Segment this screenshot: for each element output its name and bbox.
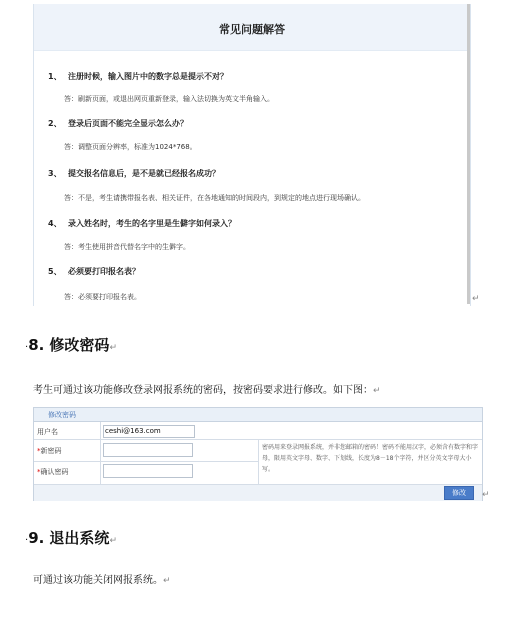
faq-scrollbar[interactable] bbox=[467, 4, 470, 304]
form-header-label: 修改密码 bbox=[48, 411, 76, 419]
paragraph-mark: ↵ bbox=[373, 386, 381, 396]
username-label: 用户名 bbox=[37, 428, 58, 436]
password-hint: 密码用来登录网报系统，并非您邮箱的密码！密码不能用汉字，必须含有数字和字母，限用英文字母、数字、下划线，长度为8－18个字符，并区分英文字母大小写。 bbox=[262, 444, 479, 473]
heading-number: 9. bbox=[28, 529, 45, 547]
heading-title: 修改密码 bbox=[49, 336, 110, 354]
faq-question: 必须要打印报名表？ bbox=[68, 267, 140, 276]
faq-question-number: 3、 bbox=[48, 169, 62, 178]
form-header bbox=[34, 408, 482, 422]
divider bbox=[34, 461, 258, 462]
faq-answer: 答：考生使用拼音代替名字中的生僻字。 bbox=[64, 243, 190, 251]
faq-title: 常见问题解答 bbox=[219, 23, 285, 36]
faq-question-number: 2、 bbox=[48, 119, 62, 128]
description-text: 可通过该功能关闭网报系统。 bbox=[33, 575, 163, 586]
modify-button[interactable]: 修改 bbox=[444, 486, 474, 500]
faq-question-number: 4、 bbox=[48, 219, 62, 228]
form-footer bbox=[34, 484, 482, 501]
faq-question: 提交报名信息后，是不是就已经报名成功？ bbox=[68, 169, 220, 178]
divider bbox=[100, 422, 101, 484]
faq-answer: 答：调整页面分辨率，标准为1024*768。 bbox=[64, 143, 197, 151]
heading-number: 8. bbox=[28, 336, 45, 354]
faq-question: 登录后页面不能完全显示怎么办？ bbox=[68, 119, 188, 128]
faq-question: 注册时候，输入图片中的数字总是提示不对？ bbox=[68, 72, 228, 81]
heading-title: 退出系统 bbox=[49, 529, 110, 547]
faq-question: 录入姓名时，考生的名字里是生僻字如何录入？ bbox=[68, 219, 236, 228]
description-text: 考生可通过该功能修改登录网报系统的密码，按密码要求进行修改。如下图： bbox=[33, 385, 373, 396]
section8-description bbox=[33, 381, 381, 396]
faq-header bbox=[34, 4, 470, 51]
new-password-input[interactable] bbox=[103, 443, 193, 457]
paragraph-mark: ↵ bbox=[472, 294, 480, 304]
required-mark: * bbox=[37, 447, 41, 455]
paragraph-mark: ↵ bbox=[109, 536, 117, 546]
faq-answer: 答：必须要打印报名表。 bbox=[64, 293, 141, 301]
faq-answer: 答：刷新页面，或退出网页重新登录，输入法切换为英文半角输入。 bbox=[64, 95, 274, 103]
faq-question-number: 5、 bbox=[48, 267, 62, 276]
paragraph-mark: ↵ bbox=[163, 576, 171, 586]
paragraph-mark: ↵ bbox=[109, 343, 117, 353]
faq-answer: 答：不是，考生请携带报名表、相关证件，在各地通知的时间段内，到规定的地点进行现场确认。 bbox=[64, 194, 365, 202]
new-password-label bbox=[37, 446, 62, 456]
heading-bullet: · bbox=[25, 535, 29, 546]
confirm-password-label-text: 确认密码 bbox=[40, 468, 69, 476]
section-heading-9 bbox=[25, 527, 117, 548]
confirm-password-input[interactable] bbox=[103, 464, 193, 478]
section9-description bbox=[33, 571, 171, 586]
divider bbox=[34, 439, 482, 440]
username-value: ceshi@163.com bbox=[105, 427, 161, 435]
section-heading-8 bbox=[25, 334, 117, 355]
faq-panel bbox=[33, 4, 471, 306]
confirm-password-label bbox=[37, 467, 69, 477]
change-password-form bbox=[33, 407, 483, 501]
new-password-label-text: 新密码 bbox=[40, 447, 62, 455]
required-mark: * bbox=[37, 468, 41, 476]
heading-bullet: · bbox=[25, 342, 29, 353]
faq-question-number: 1、 bbox=[48, 72, 62, 81]
divider bbox=[258, 439, 259, 484]
paragraph-mark: ↵ bbox=[482, 490, 490, 500]
